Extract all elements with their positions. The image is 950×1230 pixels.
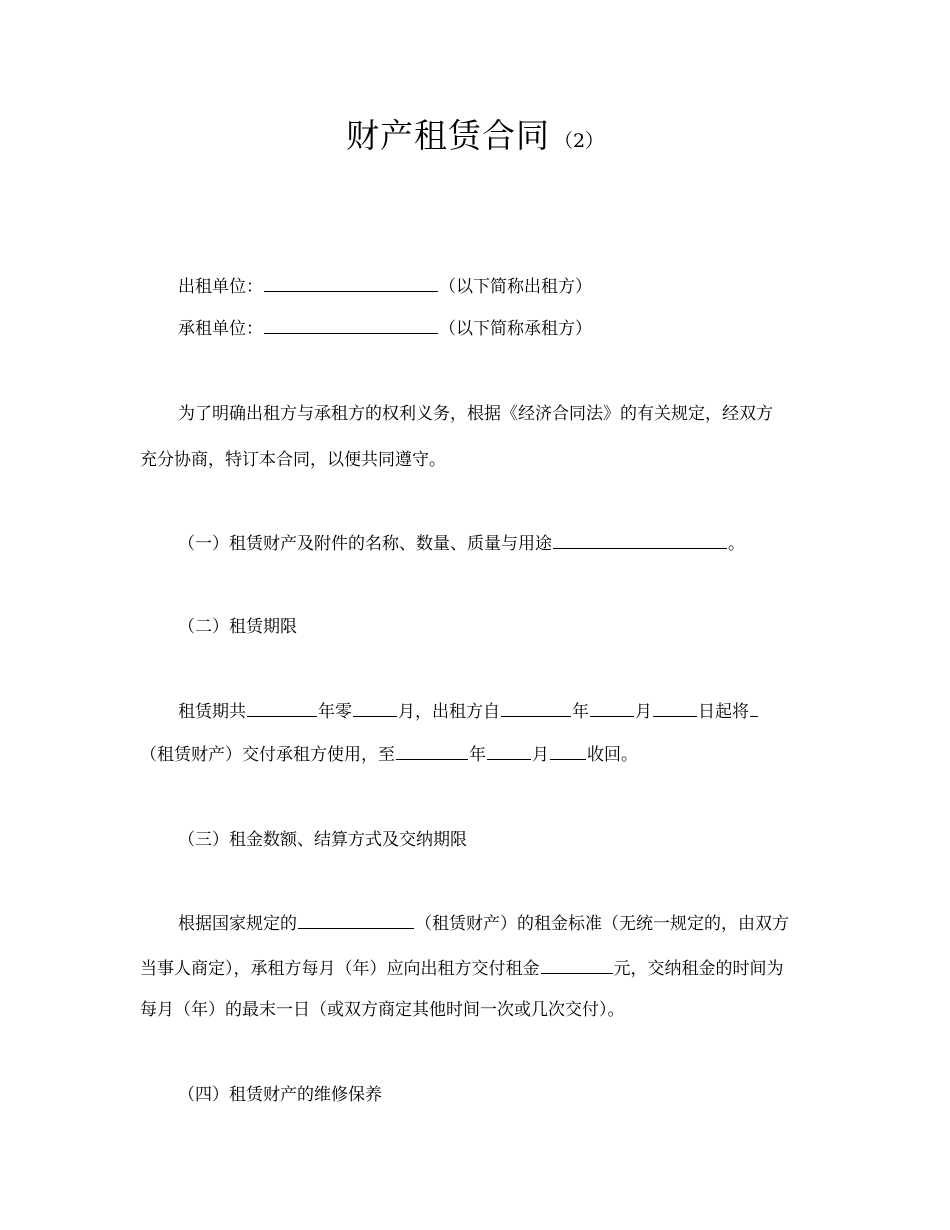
preamble-text-2: 充分协商，特订本合同，以便共同遵守。 [140, 450, 446, 470]
title-suffix: （2） [553, 130, 605, 152]
preamble-line-1 [140, 401, 830, 427]
section-3-line-2 [140, 956, 830, 982]
lessor-suffix: （以下简称出租方） [439, 277, 592, 297]
rent-text-4: 元，交纳租金的时间为 [613, 959, 784, 979]
lease-term-text-4: 年 [572, 702, 589, 722]
property-name-blank[interactable] [750, 699, 758, 717]
lessee-line [140, 316, 830, 342]
section-2-heading [140, 614, 830, 640]
lease-term-text-3: 月，出租方自 [398, 702, 500, 722]
return-year-blank[interactable] [396, 742, 468, 760]
start-day-blank[interactable] [653, 699, 697, 717]
start-month-blank[interactable] [590, 699, 634, 717]
lease-years-blank[interactable] [247, 699, 317, 717]
lease-return-text-3: 月 [532, 745, 549, 765]
title-text: 财产租赁合同 [345, 116, 550, 155]
return-day-blank[interactable] [550, 742, 586, 760]
start-year-blank[interactable] [501, 699, 571, 717]
lessee-suffix: （以下简称承租方） [439, 319, 592, 339]
section-2-line-2 [140, 742, 830, 768]
section-1-text: （一）租赁财产及附件的名称、数量、质量与用途 [178, 534, 552, 554]
lease-return-text-4: 收回。 [587, 745, 638, 765]
lease-term-text-1: 租赁期共 [178, 702, 246, 722]
preamble-text-1: 为了明确出租方与承租方的权利义务，根据《经济合同法》的有关规定，经双方 [178, 404, 773, 424]
lessee-blank[interactable] [264, 316, 438, 334]
section-3-line-3 [140, 997, 830, 1023]
lessor-label: 出租单位： [178, 277, 263, 297]
section-3-line-1 [140, 911, 830, 937]
lessor-blank[interactable] [264, 274, 438, 292]
rent-property-blank[interactable] [298, 911, 414, 929]
section-1-line [140, 531, 830, 557]
rent-text-2: （租赁财产）的租金标准（无统一规定的，由双方 [415, 914, 789, 934]
section-2-heading-text: （二）租赁期限 [178, 617, 297, 637]
rent-text-3: 当事人商定），承租方每月（年）应向出租方交付租金 [140, 959, 540, 979]
lease-months-blank[interactable] [353, 699, 397, 717]
rent-amount-blank[interactable] [541, 956, 613, 974]
section-1-end: 。 [728, 534, 745, 554]
document-title [0, 108, 950, 170]
property-description-blank[interactable] [553, 531, 727, 549]
lease-term-text-6: 日起将 [698, 702, 749, 722]
section-3-heading-text: （三）租金数额、结算方式及交纳期限 [178, 830, 467, 850]
lease-return-text-1: （租赁财产）交付承租方使用，至 [140, 745, 395, 765]
lease-term-text-2: 年零 [318, 702, 352, 722]
section-3-heading [140, 827, 830, 853]
rent-text-5: 每月（年）的最末一日（或双方商定其他时间一次或几次交付）。 [140, 1000, 625, 1020]
return-month-blank[interactable] [487, 742, 531, 760]
section-4-heading-text: （四）租赁财产的维修保养 [178, 1085, 382, 1105]
preamble-line-2 [140, 447, 830, 473]
section-2-line-1 [140, 699, 830, 725]
lease-return-text-2: 年 [469, 745, 486, 765]
lease-term-text-5: 月 [635, 702, 652, 722]
lessor-line [140, 274, 830, 300]
rent-text-1: 根据国家规定的 [178, 914, 297, 934]
section-4-heading [140, 1082, 830, 1108]
lessee-label: 承租单位： [178, 319, 263, 339]
